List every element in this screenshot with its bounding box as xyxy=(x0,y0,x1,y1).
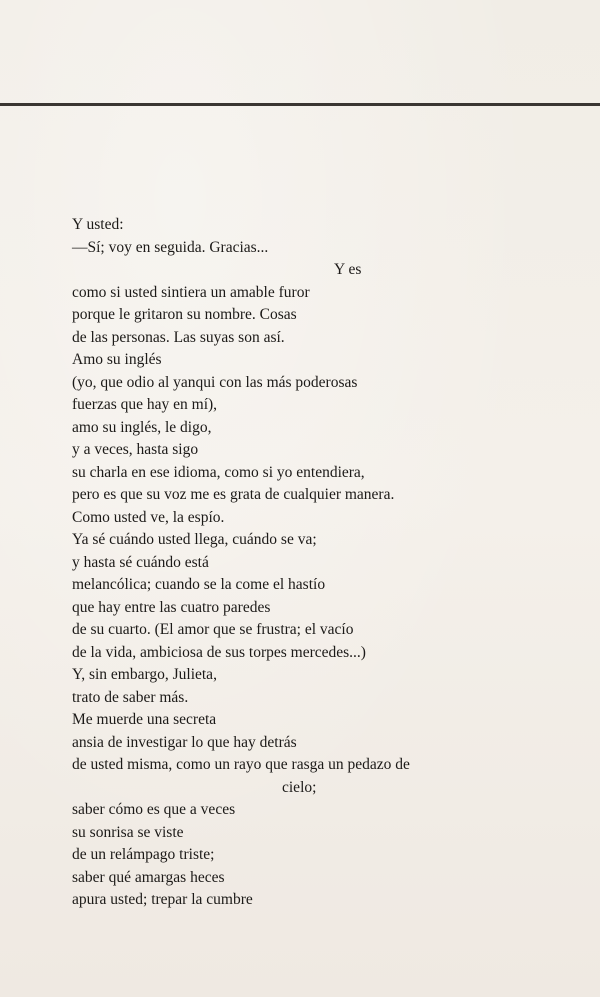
poem-line: de usted misma, como un rayo que rasga un pedazo de xyxy=(72,756,410,773)
poem-line: y hasta sé cuándo está xyxy=(72,553,209,571)
poem-line: de la vida, ambiciosa de sus torpes mercedes...) xyxy=(72,643,366,661)
poem-line: saber cómo es que a veces xyxy=(72,801,236,818)
poem-line: y a veces, hasta sigo xyxy=(72,441,199,458)
poem-line: de las personas. Las suyas son así. xyxy=(72,328,285,346)
poem-line: fuerzas que hay en mí), xyxy=(72,396,218,413)
poem-line: melancólica; cuando se la come el hastío xyxy=(72,576,326,593)
header-rule xyxy=(0,103,600,106)
poem-line: cielo; xyxy=(282,778,317,796)
poem-line: su sonrisa se viste xyxy=(72,823,184,841)
poem-line: como si usted sintiera un amable furor xyxy=(72,283,310,301)
poem-line: su charla en ese idioma, como si yo entendiera, xyxy=(72,463,365,481)
poem-line: Ya sé cuándo usted llega, cuándo se va; xyxy=(72,531,317,548)
poem-line: Y, sin embargo, Julieta, xyxy=(72,666,217,683)
poem-line: apura usted; trepar la cumbre xyxy=(72,891,253,908)
poem-line: Me muerde una secreta xyxy=(72,711,217,728)
poem-line: trato de saber más. xyxy=(72,688,189,706)
poem-line: (yo, que odio al yanqui con las más poderosas xyxy=(72,373,358,391)
poem-line: ansia de investigar lo que hay detrás xyxy=(72,733,297,751)
poem-line: Y usted: xyxy=(72,216,124,233)
poem-line: Como usted ve, la espío. xyxy=(72,508,225,526)
poem-line: pero es que su voz me es grata de cualquier manera. xyxy=(72,486,395,503)
poem-text xyxy=(72,214,552,912)
poem-line: de un relámpago triste; xyxy=(72,846,215,863)
poem-line: porque le gritaron su nombre. Cosas xyxy=(72,306,297,323)
poem-line: —Sí; voy en seguida. Gracias... xyxy=(72,238,269,256)
poem-line: Amo su inglés xyxy=(72,351,162,368)
poem-line: saber qué amargas heces xyxy=(72,868,225,886)
poem-line: que hay entre las cuatro paredes xyxy=(72,598,271,616)
poem-line: Y es xyxy=(334,261,362,278)
poem-line: amo su inglés, le digo, xyxy=(72,418,212,436)
poem-line: de su cuarto. (El amor que se frustra; el vacío xyxy=(72,621,354,638)
